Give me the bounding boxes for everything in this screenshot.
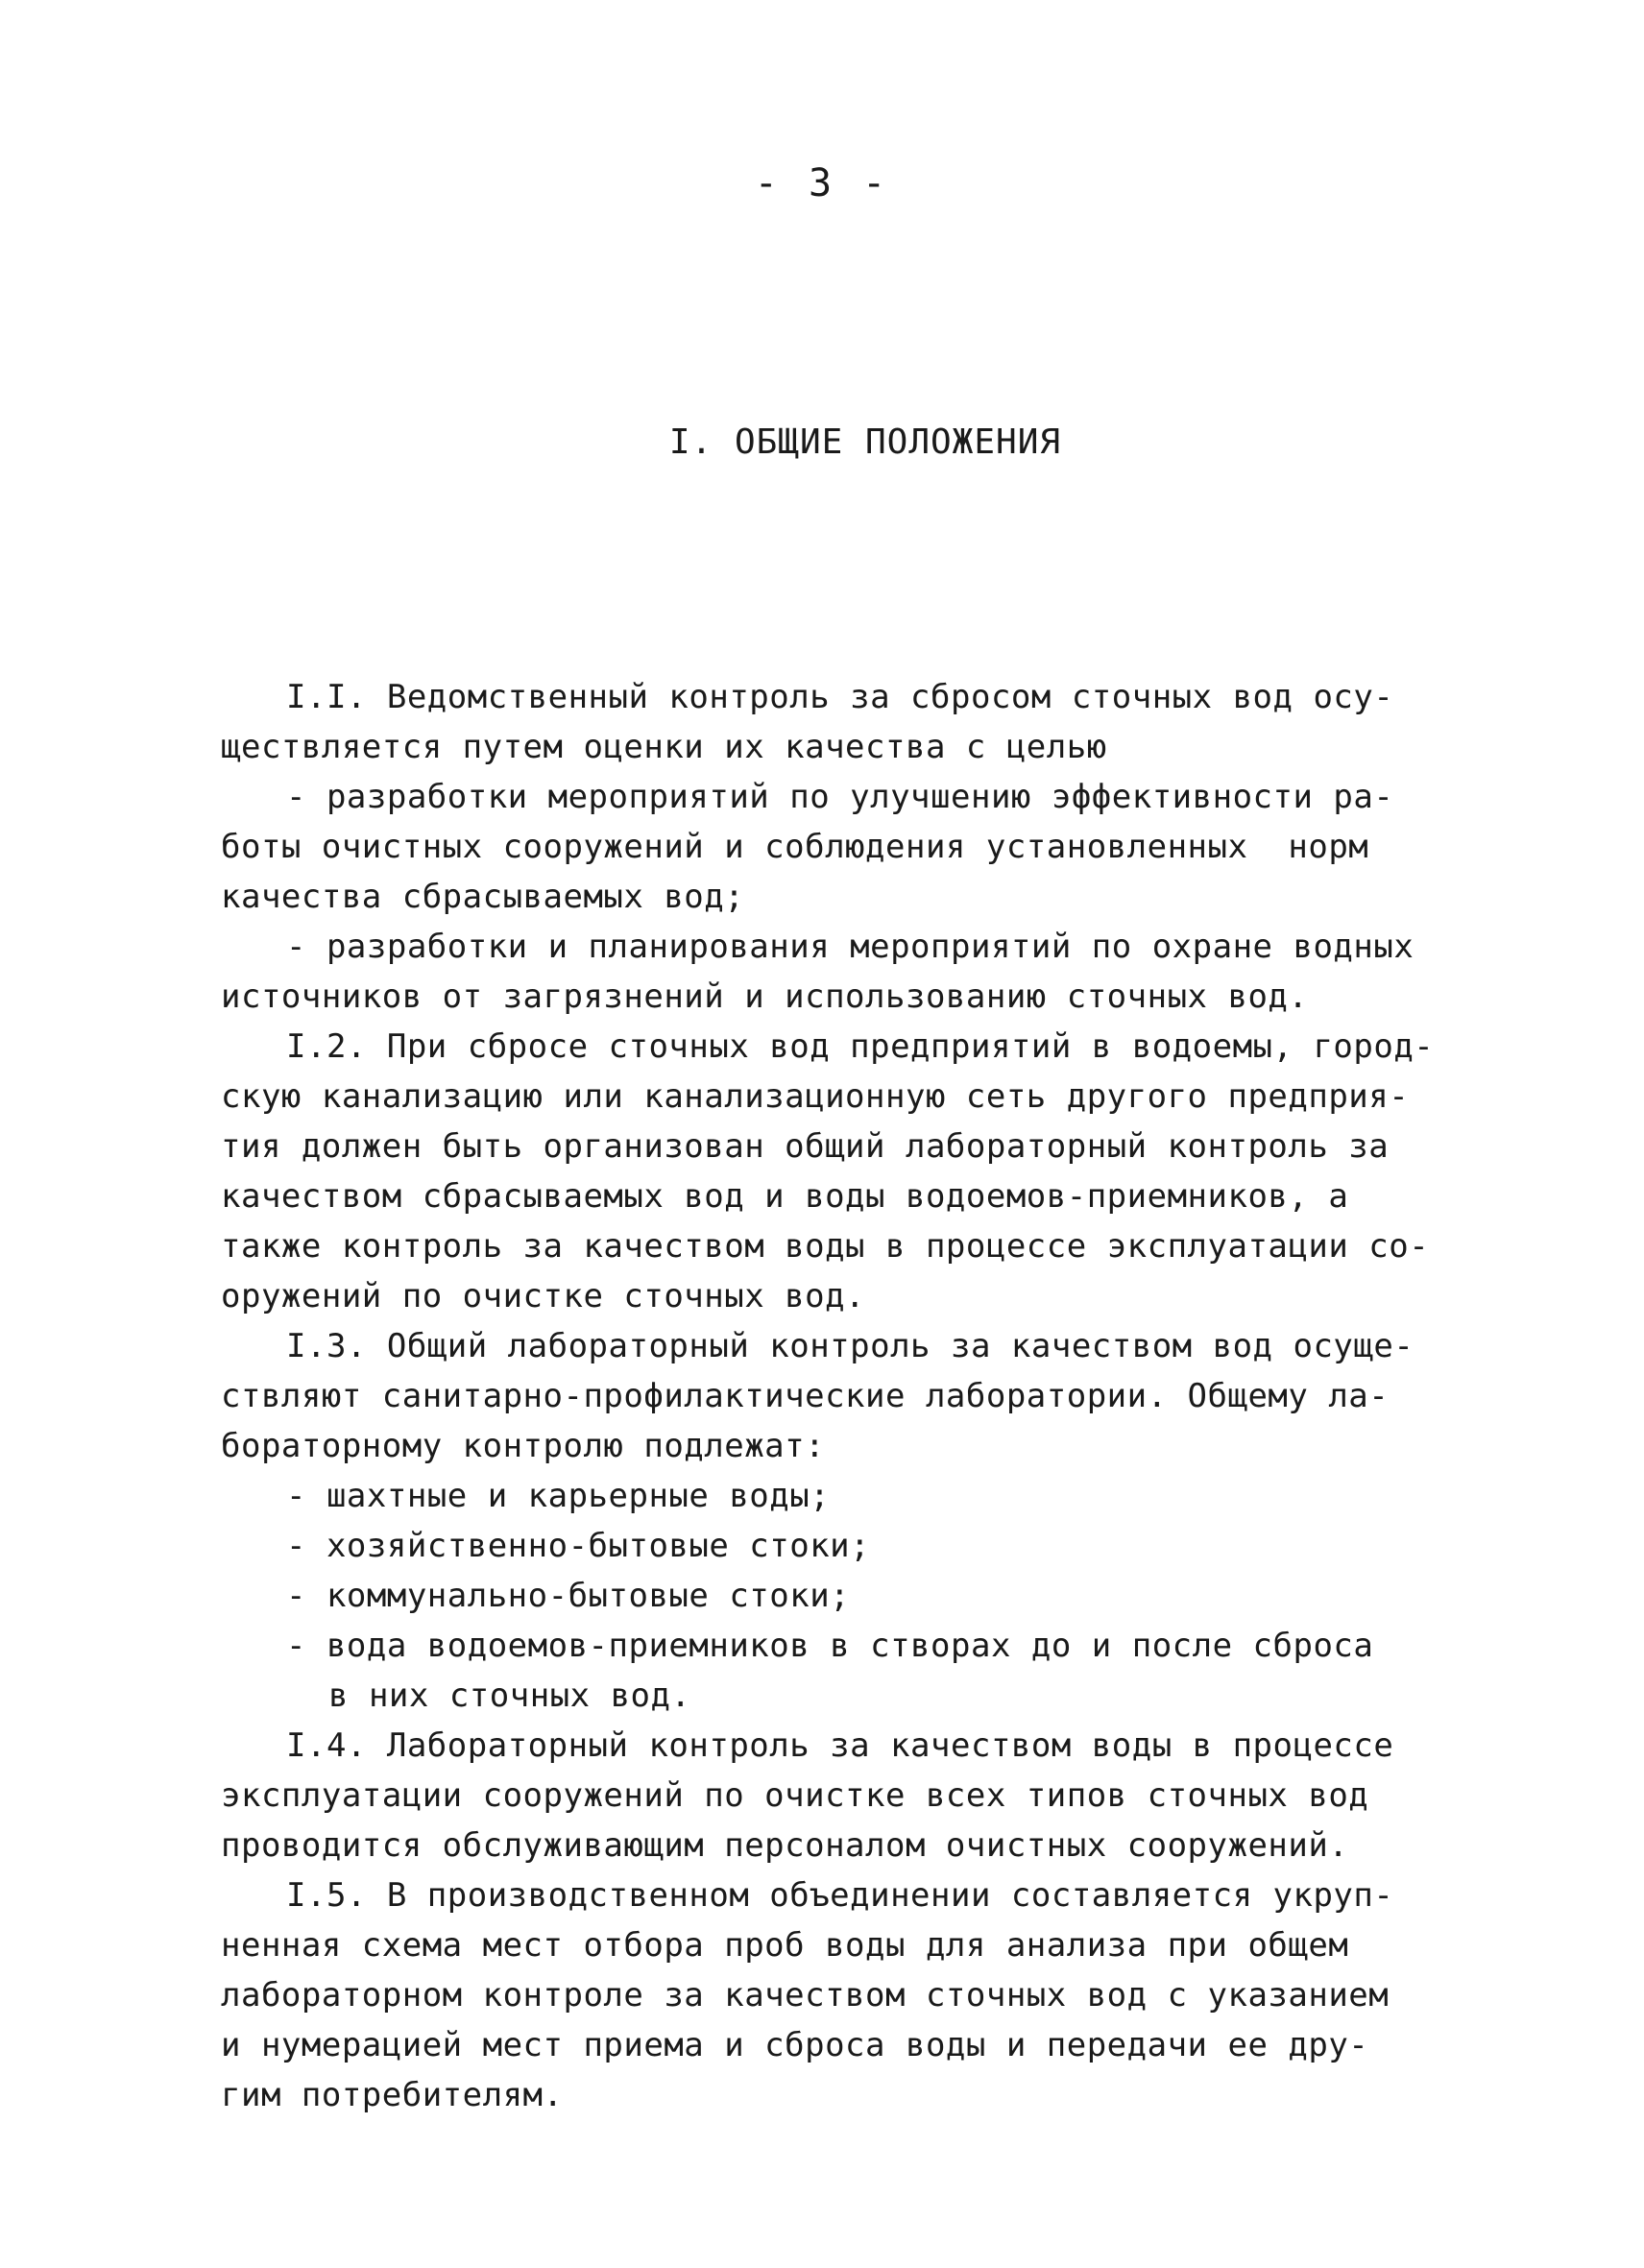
text-line: - хозяйственно-бытовые стоки; xyxy=(286,1527,871,1565)
text-line: проводится обслуживающим персоналом очистных сооружений. xyxy=(221,1826,1349,1865)
text-line: - разработки мероприятий по улучшению эффективности ра- xyxy=(286,778,1394,816)
text-line: бораторному контролю подлежат: xyxy=(221,1427,826,1465)
text-line: и нумерацией мест приема и сброса воды и передачи ее дру- xyxy=(221,2026,1369,2064)
text-line: скую канализацию или канализационную сеть другого предприя- xyxy=(221,1077,1410,1116)
text-line: - вода водоемов-приемников в створах до и после сброса xyxy=(286,1627,1374,1665)
text-line: качества сбрасываемых вод; xyxy=(221,878,745,916)
section-title: I. ОБЩИЕ ПОЛОЖЕНИЯ xyxy=(668,422,1062,462)
text-line: I.I. Ведомственный контроль за сбросом сточных вод осу- xyxy=(286,678,1394,716)
body-text xyxy=(221,672,1435,2120)
text-line: гим потребителям. xyxy=(221,2076,564,2114)
page-number: - 3 - xyxy=(754,161,890,205)
text-line: ненная схема мест отбора проб воды для анализа при общем xyxy=(221,1926,1349,1965)
text-line: эксплуатации сооружений по очистке всех типов сточных вод xyxy=(221,1776,1369,1815)
text-line: в них сточных вод. xyxy=(328,1677,691,1715)
text-line: - шахтные и карьерные воды; xyxy=(286,1477,831,1515)
text-line: ствляют санитарно-профилактические лаборатории. Общему ла- xyxy=(221,1377,1390,1415)
text-line: оружений по очистке сточных вод. xyxy=(221,1277,866,1315)
text-line: боты очистных сооружений и соблюдения установленных норм xyxy=(221,828,1369,866)
text-line: - коммунально-бытовые стоки; xyxy=(286,1577,851,1615)
text-line: I.3. Общий лабораторный контроль за качеством вод осуще- xyxy=(286,1327,1414,1365)
text-line: I.4. Лабораторный контроль за качеством воды в процессе xyxy=(286,1726,1394,1765)
text-line: I.5. В производственном объединении составляется укруп- xyxy=(286,1876,1394,1915)
text-line: также контроль за качеством воды в процессе эксплуатации со- xyxy=(221,1227,1430,1266)
text-line: качеством сбрасываемых вод и воды водоемов-приемников, а xyxy=(221,1177,1349,1216)
text-line: - разработки и планирования мероприятий по охране водных xyxy=(286,928,1414,966)
text-line: тия должен быть организован общий лабораторный контроль за xyxy=(221,1127,1390,1166)
text-line: лабораторном контроле за качеством сточных вод с указанием xyxy=(221,1976,1390,2015)
text-line: ществляется путем оценки их качества с целью xyxy=(221,728,1107,766)
text-line: источников от загрязнений и использованию сточных вод. xyxy=(221,977,1309,1016)
text-line: I.2. При сбросе сточных вод предприятий в водоемы, город- xyxy=(286,1027,1435,1066)
